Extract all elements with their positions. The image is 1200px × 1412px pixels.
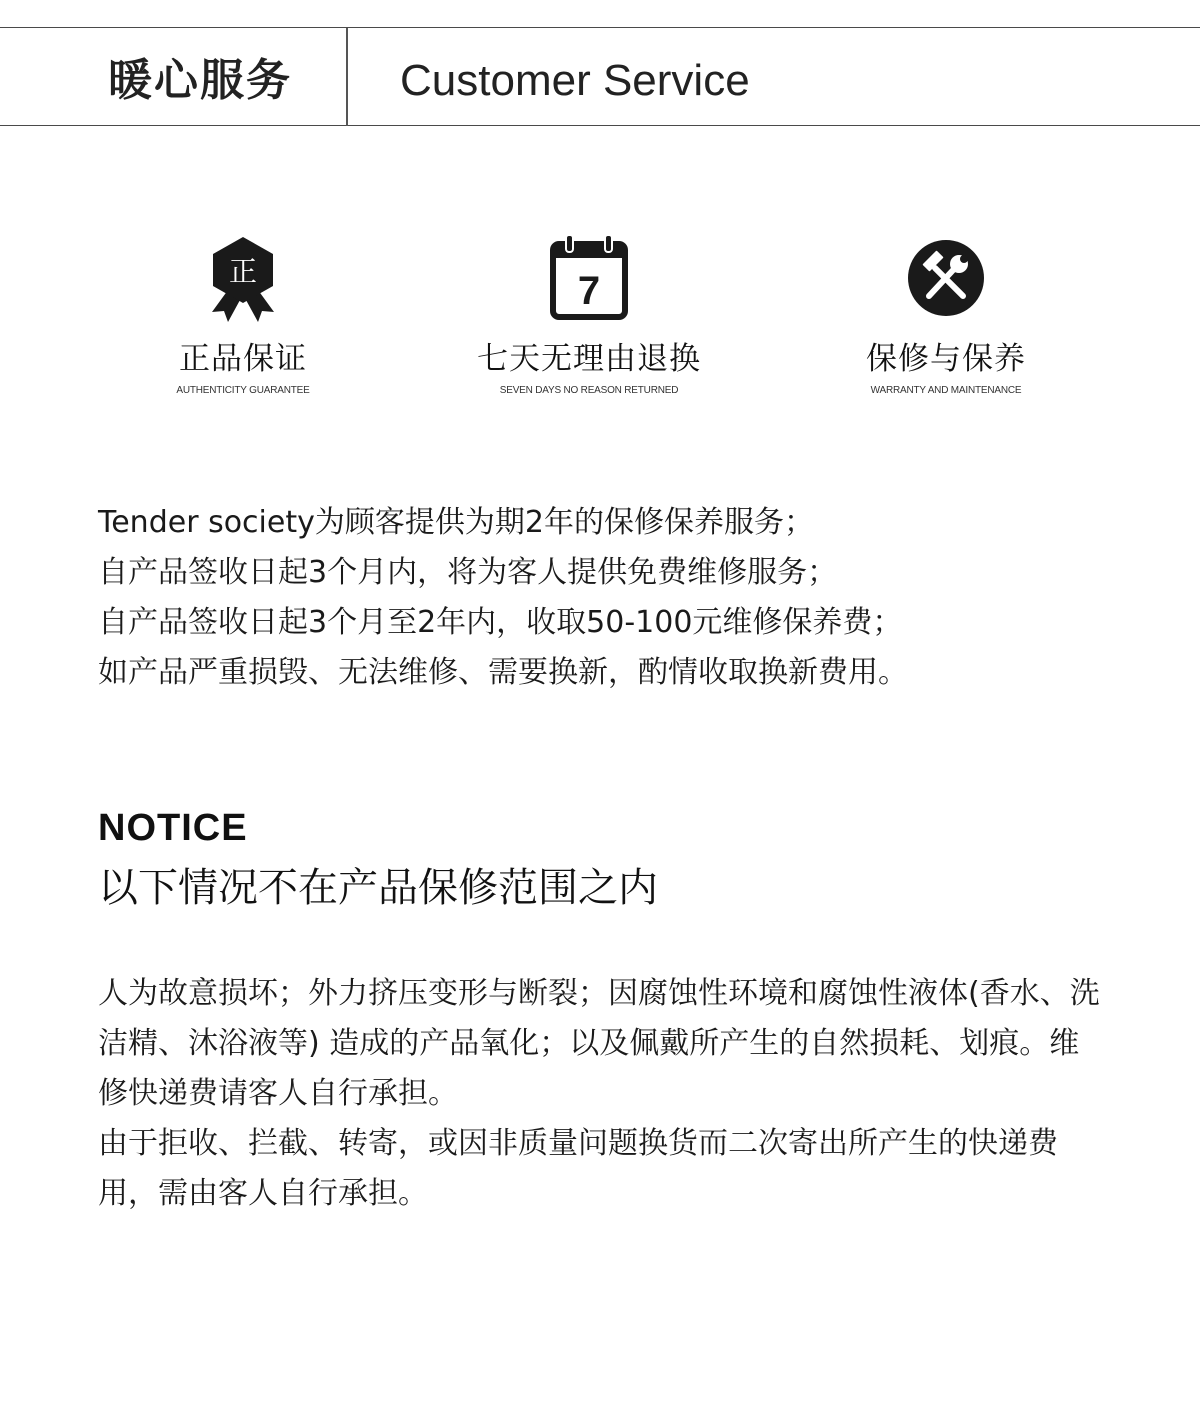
- feature-authenticity: [73, 234, 413, 398]
- notice-paragraph: 人为故意损坏；外力挤压变形与断裂；因腐蚀性环境和腐蚀性液体(香水、洗洁精、沐浴液等) 造成的产品氧化；以及佩戴所产生的自然损耗、划痕。维修快递费请客人自行承担。: [98, 976, 1100, 1111]
- notice-title: NOTICE: [98, 807, 248, 849]
- service-line: 自产品签收日起3个月内，将为客人提供免费维修服务；: [98, 555, 838, 590]
- feature-title: 正品保证: [179, 341, 307, 377]
- feature-subtitle: AUTHENTICITY GUARANTEE: [176, 385, 310, 396]
- section-header: [0, 27, 1200, 126]
- notice-paragraph: 由于拒收、拦截、转寄，或因非质量问题换货而二次寄出所产生的快递费用，需由客人自行承担。: [98, 1126, 1058, 1211]
- feature-seven-days-return: [419, 234, 759, 398]
- feature-subtitle: WARRANTY AND MAINTENANCE: [870, 385, 1022, 396]
- tools-icon: [901, 234, 991, 326]
- service-line: 自产品签收日起3个月至2年内，收取50-100元维修保养费；: [98, 605, 903, 640]
- service-line: 如产品严重损毁、无法维修、需要换新，酌情收取换新费用。: [98, 655, 908, 690]
- notice-body: [98, 969, 1108, 1219]
- header-title-cn: 暖心服务: [108, 55, 292, 106]
- badge-char: 正: [228, 255, 258, 288]
- feature-title: 保修与保养: [866, 341, 1026, 377]
- calendar-number: 7: [577, 269, 601, 313]
- feature-title: 七天无理由退换: [477, 341, 701, 377]
- header-divider: [346, 28, 348, 126]
- service-description: [98, 498, 1118, 698]
- notice-subtitle: 以下情况不在产品保修范围之内: [98, 865, 658, 911]
- feature-subtitle: SEVEN DAYS NO REASON RETURNED: [499, 385, 679, 396]
- header-title-en: Customer Service: [400, 56, 750, 105]
- service-line: Tender society为顾客提供为期2年的保修保养服务；: [98, 505, 814, 540]
- calendar-icon: [544, 234, 634, 326]
- feature-warranty: [776, 234, 1116, 398]
- certificate-badge-icon: [198, 234, 288, 326]
